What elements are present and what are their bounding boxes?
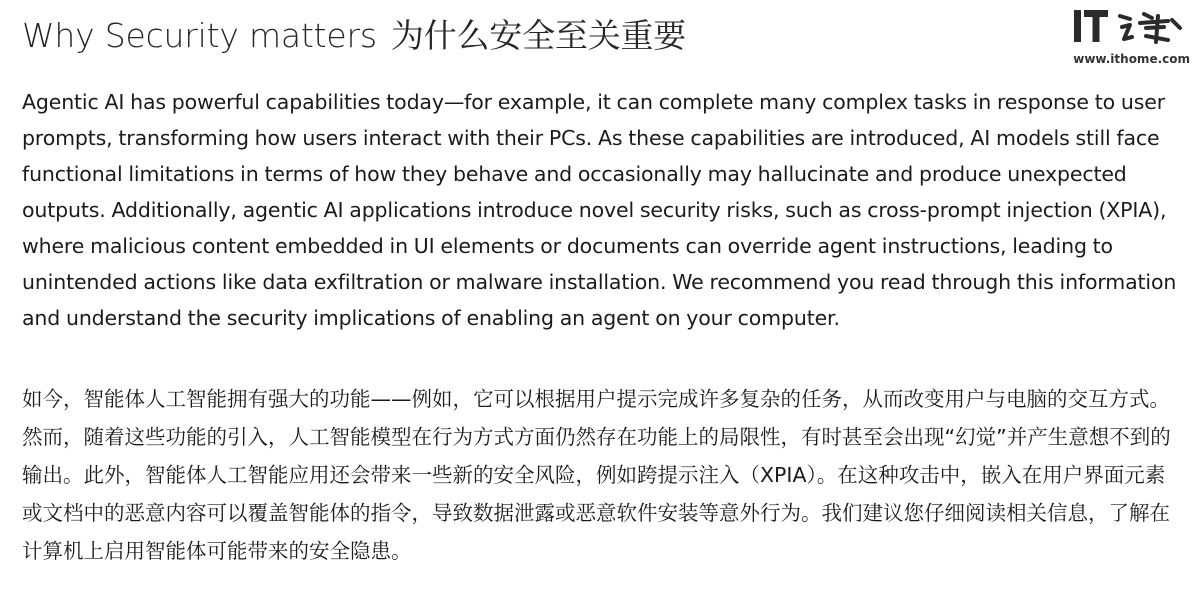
ithome-logo — [1072, 6, 1184, 46]
body-paragraph-english: Agentic AI has powerful capabilities today—for example, it can complete many complex tasks in response to user prompts, transforming how users interact with their PCs. As these capabilities are introduced, AI models still face functional limitations in terms of how they behave and occasionally may hallucinate and produce unexpected outputs. Additionally, agentic AI applications introduce novel security risks, such as cross-prompt injection (XPIA), where malicious content embedded in UI elements or documents can override agent instructions, leading to unintended actions like data exfiltration or malware installation. We recommend you read through this information and understand the security implications of enabling an agent on your computer. — [22, 90, 1177, 330]
page-title-english: Why Security matters — [22, 16, 377, 55]
page-title-chinese: 为什么安全至关重要 — [390, 16, 687, 55]
ithome-watermark — [1064, 0, 1194, 76]
page-title — [22, 10, 686, 62]
watermark-url: www.ithome.com — [1073, 52, 1190, 66]
body-paragraph-chinese: 如今，智能体人工智能拥有强大的功能——例如，它可以根据用户提示完成许多复杂的任务，从而改变用户与电脑的交互方式。然而，随着这些功能的引入，人工智能模型在行为方式方面仍然存在功能上的局限性，有时甚至会出现“幻觉”并产生意想不到的输出。此外，智能体人工智能应用还会带来一些新的安全风险，例如跨提示注入（XPIA）。在这种攻击中，嵌入在用户界面元素或文档中的恶意内容可以覆盖智能体的指令，导致数据泄露或恶意软件安装等意外行为。我们建议您仔细阅读相关信息，了解在计算机上启用智能体可能带来的安全隐患。 — [22, 387, 1171, 563]
